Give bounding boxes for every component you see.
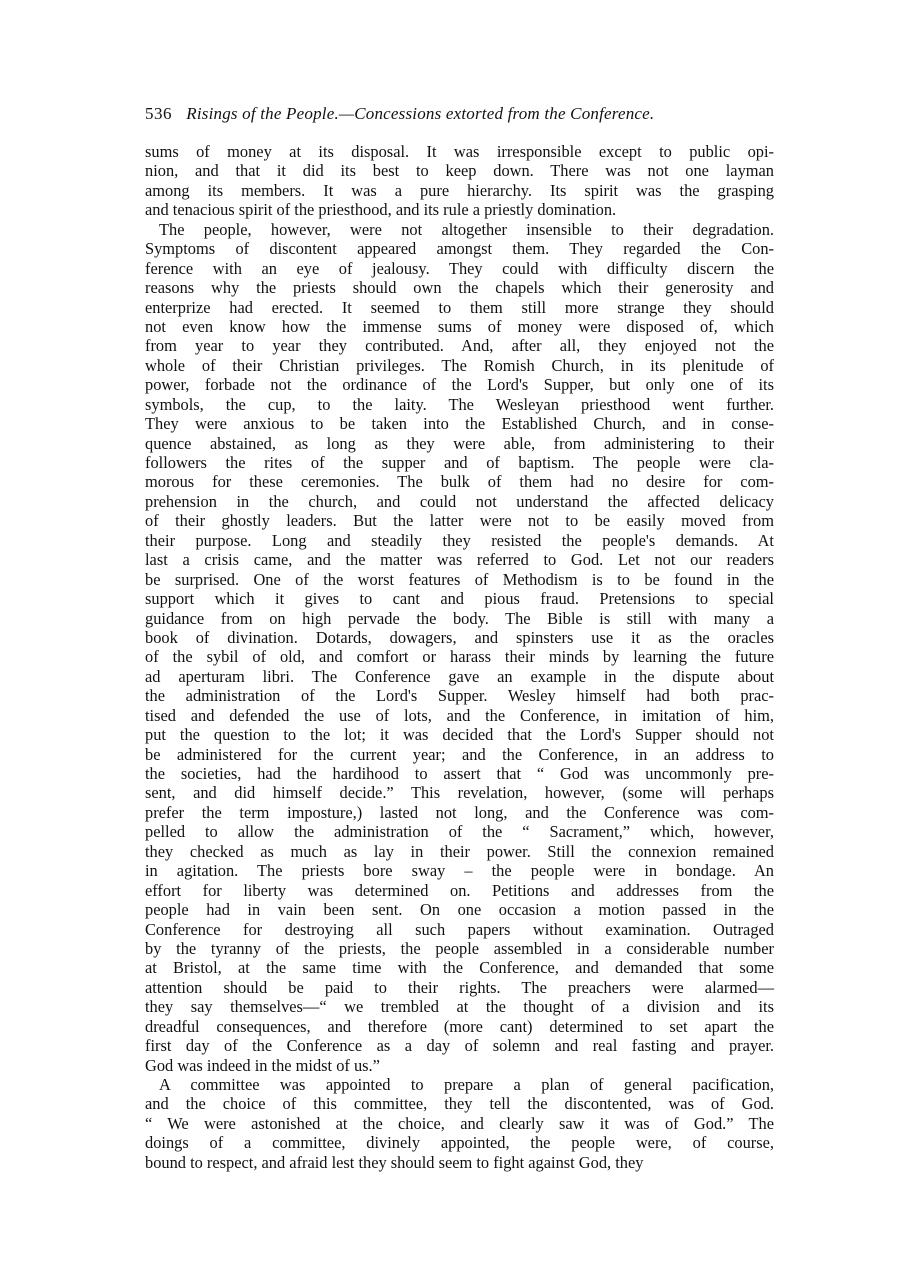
text-line: support which it gives to cant and pious fraud. Pretensions to special [145,589,774,609]
text-line: guidance from on high pervade the body. The Bible is still with many a [145,608,774,628]
text-line: sent, and did himself decide.” This revelation, however, (some will perhaps [145,783,774,803]
text-line: morous for these ceremonies. The bulk of them had no desire for com- [145,472,774,492]
text-line: Conference for destroying all such papers without examination. Outraged [145,919,774,939]
text-line: pelled to allow the administration of the “ Sacrament,” which, however, [145,822,774,842]
text-line: be administered for the current year; and the Conference, in an address to [145,744,774,764]
text-line: enterprize had erected. It seemed to them still more strange they should [145,297,774,317]
text-line: and tenacious spirit of the priesthood, and its rule a priestly domination. [145,200,617,220]
text-line: bound to respect, and afraid lest they should seem to fight against God, they [145,1152,644,1172]
text-line: by the tyranny of the priests, the people assembled in a considerable number [145,938,774,958]
text-line: whole of their Christian privileges. The Romish Church, in its plenitude of [145,355,774,375]
text-line: prehension in the church, and could not understand the affected delicacy [145,491,774,511]
text-line: quence abstained, as long as they were able, from administering to their [145,433,774,453]
text-line: They were anxious to be taken into the Established Church, and in conse- [145,414,774,434]
text-line: power, forbade not the ordinance of the Lord's Supper, but only one of its [145,375,774,395]
text-line: The people, however, were not altogether insensible to their degradation. [159,219,774,239]
text-line: ad aperturam libri. The Conference gave an example in the dispute about [145,666,774,686]
running-title: Risings of the People.—Concessions extorted from the Conference. [186,104,655,123]
text-line: in agitation. The priests bore sway – the people were in bondage. An [145,861,774,881]
text-line: dreadful consequences, and therefore (more cant) determined to set apart the [145,1016,774,1036]
text-line: from year to year they contributed. And, after all, they enjoyed not the [145,336,774,356]
text-line: last a crisis came, and the matter was referred to God. Let not our readers [145,550,774,570]
text-line: symbols, the cup, to the laity. The Wesleyan priesthood went further. [145,394,774,414]
text-line: the administration of the Lord's Supper. Wesley himself had both prac- [145,686,774,706]
text-line: reasons why the priests should own the chapels which their generosity and [145,278,774,298]
text-line: at Bristol, at the same time with the Conference, and demanded that some [145,958,774,978]
text-line: tised and defended the use of lots, and the Conference, in imitation of him, [145,705,774,725]
text-line: “ We were astonished at the choice, and clearly saw it was of God.” The [145,1113,774,1133]
text-line: and the choice of this committee, they tell the discontented, was of God. [145,1094,774,1114]
text-line: be surprised. One of the worst features of Methodism is to be found in the [145,569,774,589]
text-line: among its members. It was a pure hierarchy. Its spirit was the grasping [145,180,774,200]
text-line: nion, and that it did its best to keep down. There was not one layman [145,161,774,181]
text-line: the societies, had the hardihood to assert that “ God was uncommonly pre- [145,764,774,783]
text-line: prefer the term imposture,) lasted not long, and the Conference was com- [145,802,774,822]
text-line: they checked as much as lay in their power. Still the connexion remained [145,841,774,861]
text-line: of the sybil of old, and comfort or harass their minds by learning the future [145,647,774,667]
text-line: their purpose. Long and steadily they resisted the people's demands. At [145,530,774,550]
text-line: attention should be paid to their rights. The preachers were alarmed— [145,977,774,997]
text-line: put the question to the lot; it was decided that the Lord's Supper should not [145,725,774,745]
text-line: ference with an eye of jealousy. They could with difficulty discern the [145,258,774,278]
body-text [145,142,774,1172]
paragraph [145,142,774,220]
paragraph [145,220,774,1075]
running-header [145,104,785,124]
text-line: first day of the Conference as a day of solemn and real fasting and prayer. [145,1036,774,1056]
text-line: God was indeed in the midst of us.” [145,1055,380,1075]
text-line: they say themselves—“ we trembled at the thought of a division and its [145,997,774,1017]
text-line: not even know how the immense sums of money were disposed of, which [145,316,774,336]
text-line: people had in vain been sent. On one occasion a motion passed in the [145,900,774,920]
text-line: book of divination. Dotards, dowagers, and spinsters use it as the oracles [145,627,774,647]
text-line: effort for liberty was determined on. Petitions and addresses from the [145,880,774,900]
text-line: doings of a committee, divinely appointed, the people were, of course, [145,1133,774,1153]
text-line: followers the rites of the supper and of baptism. The people were cla- [145,453,774,472]
text-line: of their ghostly leaders. But the latter were not to be easily moved from [145,511,774,531]
text-line: sums of money at its disposal. It was irresponsible except to public opi- [145,142,774,161]
page-number: 536 [145,104,172,123]
text-line: Symptoms of discontent appeared amongst them. They regarded the Con- [145,239,774,259]
paragraph [145,1075,774,1172]
text-line: A committee was appointed to prepare a plan of general pacification, [159,1075,774,1094]
